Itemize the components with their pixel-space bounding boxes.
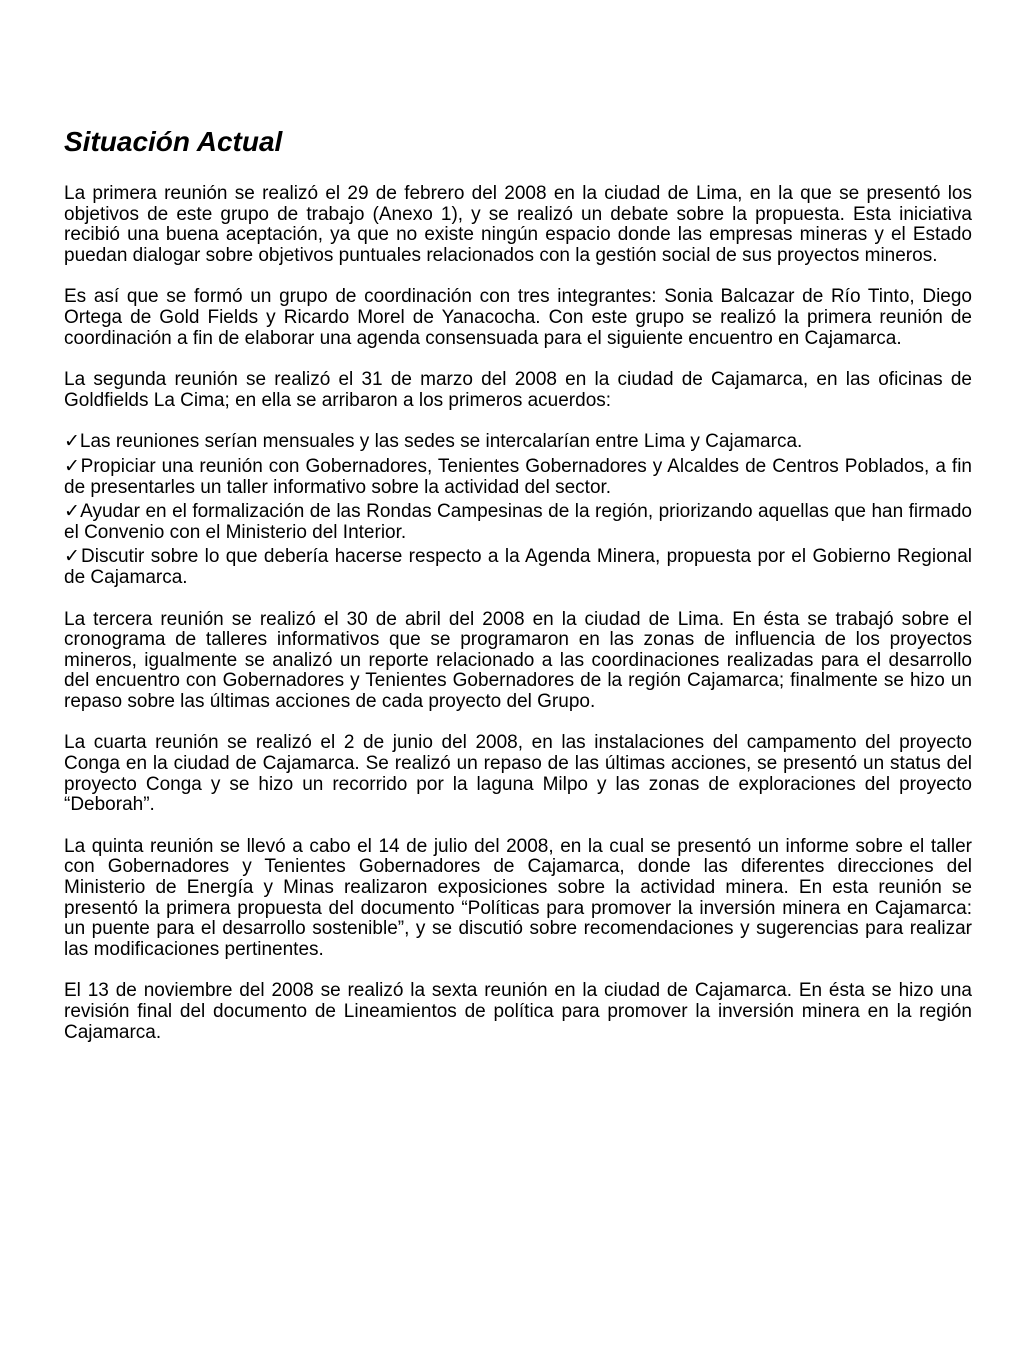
list-item xyxy=(64,432,972,453)
agreement-text: Discutir sobre lo que debería hacerse respecto a la Agenda Minera, propuesta por el Gobierno Regional de Cajamarca. xyxy=(64,546,973,588)
checkmark-icon: ✓ xyxy=(64,546,82,568)
checkmark-icon: ✓ xyxy=(64,501,81,523)
agreement-text: Las reuniones serían mensuales y las sedes se intercalarían entre Lima y Cajamarca. xyxy=(79,431,803,453)
list-item xyxy=(64,547,972,588)
paragraph-sixth-meeting: El 13 de noviembre del 2008 se realizó la sexta reunión en la ciudad de Cajamarca. En ésta se hizo una revisión final del documento de Lineamientos de política para promover la inversión minera en la región Cajamarca. xyxy=(64,980,972,1043)
paragraph-first-meeting: La primera reunión se realizó el 29 de febrero del 2008 en la ciudad de Lima, en la que se presentó los objetivos de este grupo de trabajo (Anexo 1), y se realizó un debate sobre la propuesta. Esta iniciativa recibió una buena aceptación, ya que no existe ningún espacio donde las empresas mineras y el Estado puedan dialogar sobre objetivos puntuales relacionados con la gestión social de sus proyectos mineros. xyxy=(64,183,972,266)
paragraph-second-meeting: La segunda reunión se realizó el 31 de marzo del 2008 en la ciudad de Cajamarca, en las oficinas de Goldfields La Cima; en ella se arribaron a los primeros acuerdos: xyxy=(64,369,972,411)
paragraph-coordination-group: Es así que se formó un grupo de coordinación con tres integrantes: Sonia Balcazar de Río Tinto, Diego Ortega de Gold Fields y Ricardo Morel de Yanacocha. Con este grupo se realizó la primera reunión de coordinación a fin de elaborar una agenda consensuada para el siguiente encuentro en Cajamarca. xyxy=(64,286,972,349)
agreement-text: Ayudar en el formalización de las Rondas Campesinas de la región, priorizando aquellas que han firmado el Convenio con el Ministerio del Interior. xyxy=(64,501,972,543)
paragraph-third-meeting: La tercera reunión se realizó el 30 de abril del 2008 en la ciudad de Lima. En ésta se trabajó sobre el cronograma de talleres informativos que se programaron en las zonas de influencia de los proyectos mineros, igualmente se analizó un reporte relacionado a las coordinaciones realizadas para el desarrollo del encuentro con Gobernadores y Tenientes Gobernadores de la región Cajamarca; finalmente se hizo un repaso sobre las últimas acciones de cada proyecto del Grupo. xyxy=(64,608,972,712)
list-item xyxy=(64,502,972,543)
checkmark-icon: ✓ xyxy=(64,431,80,453)
agreements-list xyxy=(64,432,972,588)
agreement-text: Propiciar una reunión con Gobernadores, Tenientes Gobernadores y Alcaldes de Centros Poblados, a fin de presentarles un taller informativo sobre la actividad del sector. xyxy=(64,455,972,498)
checkmark-icon: ✓ xyxy=(64,455,81,477)
page-title: Situación Actual xyxy=(64,126,283,157)
document-page xyxy=(64,124,972,1064)
list-item xyxy=(64,457,972,498)
paragraph-fifth-meeting: La quinta reunión se llevó a cabo el 14 de julio del 2008, en la cual se presentó un informe sobre el taller con Gobernadores y Tenientes Gobernadores de Cajamarca, donde las diferentes direcciones del Ministerio de Energía y Minas realizaron exposiciones sobre la actividad minera. En esta reunión se presentó la primera propuesta del documento “Políticas para promover la inversión minera en Cajamarca: un puente para el desarrollo sostenible”, y se discutió sobre recomendaciones y sugerencias para realizar las modificaciones pertinentes. xyxy=(64,835,972,960)
paragraph-fourth-meeting: La cuarta reunión se realizó el 2 de junio del 2008, en las instalaciones del campamento del proyecto Conga en la ciudad de Cajamarca. Se realizó un repaso de las últimas acciones, se presentó un status del proyecto Conga y se hizo un recorrido por la laguna Milpo y las zonas de exploraciones del proyecto “Deborah”. xyxy=(64,732,972,816)
